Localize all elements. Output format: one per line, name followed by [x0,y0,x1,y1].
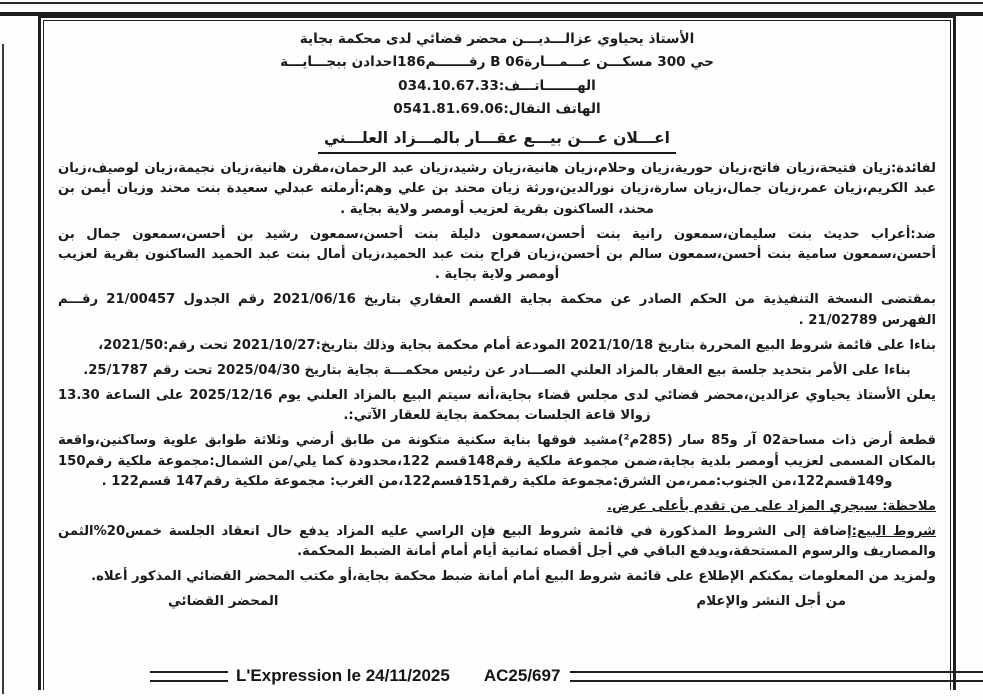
footer-rule-left [150,671,228,682]
paragraph-beneficiaries: لفائدة:زيان فتيحة،زيان فاتح،زيان حورية،زيان وحلام،زيان هانية،زيان رشيد،زيان عبد الرحمان،مقرن هانية،زيان نجيمة،زيان لوصيف،زيان عبد الكريم،زيان عمر،زيان جمال،زيان سارة،زيان نورالدين،ورثة زيان محند بن علي وهم:أرملته عبدلي سعيدة بنت محند وزيان أيمن بن محند، الساكنون بقرية لعزيب أومصر ولاية بجاية . [58,160,936,217]
paragraph-order: بناءا على الأمر بتحديد جلسة بيع العقار بالمزاد العلني الصـــادر عن رئيس محكمـــة بجاية بتاريخ 2025/04/30 تحت رقم 25/1787. [83,362,911,378]
address-line: حي 300 مسكـــن عـــمـــارة06 B رقـــــــم186احدادن ببجـــايـــة [280,54,714,71]
scan-artifact-line [0,2,983,4]
signature-row [58,592,936,609]
notice-frame [38,15,956,690]
paragraph-note [58,497,936,517]
signature-publish: من أجل النشر والإعلام [696,594,846,610]
note-text: ملاحظة: سيجري المزاد على من تقدم بأعلى عرض. [607,498,936,514]
paragraph-property-description: قطعة أرض ذات مساحة02 آر و85 سار (285م²)مشيد فوقها بناية سكنية متكونة من طابق أرضي وثلاثة طوابق علوية وساكنين،واقعة بالمكان المسمى لعزيب أومصر بلدية بجاية،ضمن مجموعة ملكية رقم148قسم 122،محدودة كما يلي/من الشمال:مجموعة ملكية رقم150 و149قسم122،من الجنوب:ممر،من الشرق:مجموعة ملكية رقم151قسم122،من الغرب: مجموعة ملكية رقم147 قسم122 . [58,433,937,489]
signature-bailiff: المحضر القضائي [168,594,279,610]
notice-title: اعـــلان عـــن بيـــع عقـــار بالمـــزاد العلـــني [318,125,676,155]
footer-rule-right [570,671,983,682]
sale-terms-text: إضافة إلى الشروط المذكورة في قائمة شروط البيع فإن الراسي عليه المزاد يدفع حال انعقاد الجلسة خمس20%الثمن والمصاريف والرسوم المستحقة،ويدفع الباقي في أجل أقصاه ثمانية أيام أمام أمانة الضبط المحكمة. [58,523,936,560]
paragraph-more-info: ولمزيد من المعلومات يمكنكم الإطلاع على قائمة شروط البيع أمام أمانة ضبط محكمة بجاية،أو مكتب المحضر القضائي المذكور أعلاه. [91,569,936,585]
scan-artifact-line [2,44,4,694]
newspaper-name-date: L'Expression le 24/11/2025 [236,666,450,685]
paragraph-conditions-list: بناءا على قائمة شروط البيع المحررة بتاريخ 2021/10/18 المودعة أمام محكمة بجاية وذلك بتاريخ:2021/10/27 تحت رقم:2021/50، [98,337,936,353]
announcement-ref: AC25/697 [483,666,561,685]
sale-terms-label: شروط البيع: [851,523,936,539]
phone-line: الهـــــــاتـــف:034.10.67.33 [398,77,596,94]
title-wrap [58,122,936,155]
notice-header [58,28,936,154]
paragraph-judgment: بمقتضى النسخة التنفيذية من الحكم الصادر عن محكمة بجاية القسم العقاري بتاريخ 2021/06/16 رقم الجدول 21/00457 رقـــم الفهرس 21/02789 . [58,292,936,328]
paragraph-sale-terms [58,522,936,563]
mobile-line: الهاتف النقال:0541.81.69.06 [393,101,601,118]
footer-text [228,666,570,686]
paragraph-against: ضد:أعراب حديث بنت سليمان،سمعون رانية بنت أحسن،سمعون دليلة بنت أحسن،سمعون رشيد بن أحسن،سمعون جمال بن أحسن،سمعون سامية بنت أحسن،سمعون سالم بن أحسن،زيان فراح بنت عبد الحميد،زيان أمال بنت عبد الحميد الساكنون بقرية لعزيب أومصر ولاية بجاية . [58,226,936,283]
bailiff-name-line: الأستاذ يحياوي عزالـــديـــن محضر قضائي لدى محكمة بجاية [299,31,695,47]
paragraph-announcement: يعلن الأستاذ يحياوي عزالدين،محضر قضائي لدى مجلس قضاء بجاية،أنه سيتم البيع بالمزاد العلني يوم 2025/12/16 على الساعة 13.30 زوالا قاعة الجلسات بمحكمة بجاية للعقار الآتي:. [58,387,936,424]
notice-inner-frame [43,20,951,690]
newspaper-footer [150,664,983,688]
